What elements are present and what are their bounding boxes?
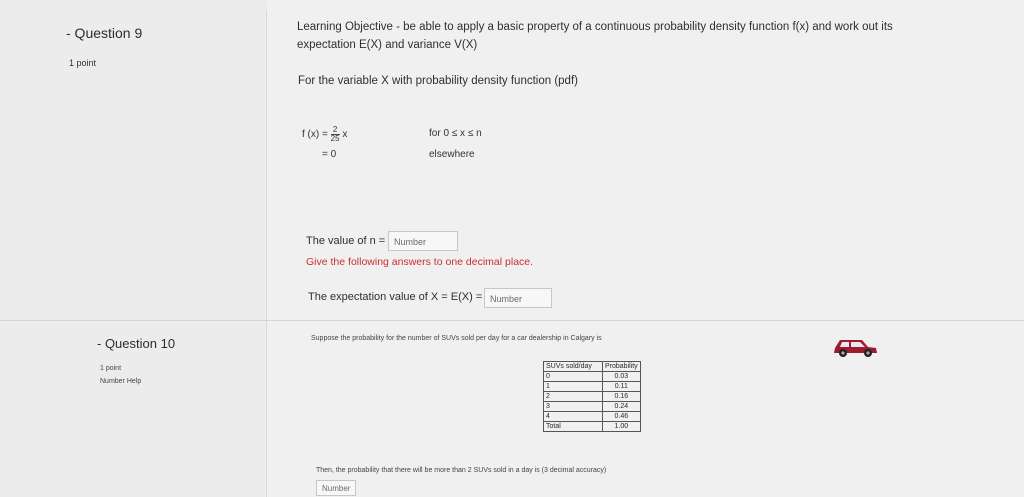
question-9-points: 1 point [69, 58, 97, 68]
fx-prefix: f (x) = [302, 129, 331, 141]
fraction-numerator: 2 [331, 126, 340, 135]
question-9-title[interactable]: - Question 9 [66, 25, 143, 41]
car-icon [832, 336, 878, 358]
probability-table-wrapper [543, 361, 641, 432]
question-10-title[interactable]: - Question 10 [97, 336, 176, 351]
question-10-answer-input[interactable]: Number [316, 480, 356, 496]
fraction [331, 126, 340, 143]
table-cell-probability: 0.16 [603, 392, 641, 402]
table-cell-probability: 0.11 [603, 382, 641, 392]
n-label: The value of n = [306, 235, 386, 247]
learning-objective-line1: Learning Objective - be able to apply a basic property of a continuous probability density function f(x) and work out its [297, 21, 893, 33]
table-cell-probability: 0.03 [603, 372, 641, 382]
question-10-points: 1 point [100, 365, 122, 372]
table-header-row [544, 362, 641, 372]
learning-objective-line2: expectation E(X) and variance V(X) [297, 39, 478, 51]
table-cell-suvs: 2 [544, 392, 603, 402]
table-cell-probability: 0.24 [603, 402, 641, 412]
table-cell-probability: 0.46 [603, 412, 641, 422]
table-cell-suvs: 1 [544, 382, 603, 392]
question-divider [0, 320, 1024, 321]
decimal-instruction: Give the following answers to one decimal place. [306, 256, 534, 268]
question-10-help[interactable]: Number Help [100, 378, 142, 385]
table-total-row [544, 422, 641, 432]
pdf-zero-line: = 0 [322, 149, 337, 160]
table-row [544, 382, 641, 392]
table-cell-suvs: 0 [544, 372, 603, 382]
pdf-intro: For the variable X with probability density function (pdf) [298, 75, 578, 87]
pdf-formula [302, 126, 347, 143]
expectation-label: The expectation value of X = E(X) = [308, 291, 483, 303]
question-10-prompt: Suppose the probability for the number of SUVs sold per day for a car dealership in Calgary is [311, 335, 602, 342]
table-cell-total-label: Total [544, 422, 603, 432]
probability-table [543, 361, 641, 432]
fx-variable: x [342, 129, 348, 141]
question-10-question: Then, the probability that there will be more than 2 SUVs sold in a day is (3 decimal accuracy) [316, 467, 607, 474]
table-row [544, 372, 641, 382]
pdf-elsewhere: elsewhere [429, 149, 475, 160]
table-header-probability: Probability [603, 362, 641, 372]
pdf-domain: for 0 ≤ x ≤ n [429, 128, 482, 139]
expectation-input[interactable]: Number [484, 288, 552, 308]
table-cell-suvs: 3 [544, 402, 603, 412]
fraction-denominator: 25 [330, 134, 340, 143]
n-input[interactable]: Number [388, 231, 458, 251]
table-header-suvs: SUVs sold/day [544, 362, 603, 372]
table-row [544, 402, 641, 412]
table-row [544, 412, 641, 422]
table-row [544, 392, 641, 402]
table-cell-total-value: 1.00 [603, 422, 641, 432]
column-divider [266, 10, 267, 497]
table-cell-suvs: 4 [544, 412, 603, 422]
sidebar [0, 0, 267, 497]
